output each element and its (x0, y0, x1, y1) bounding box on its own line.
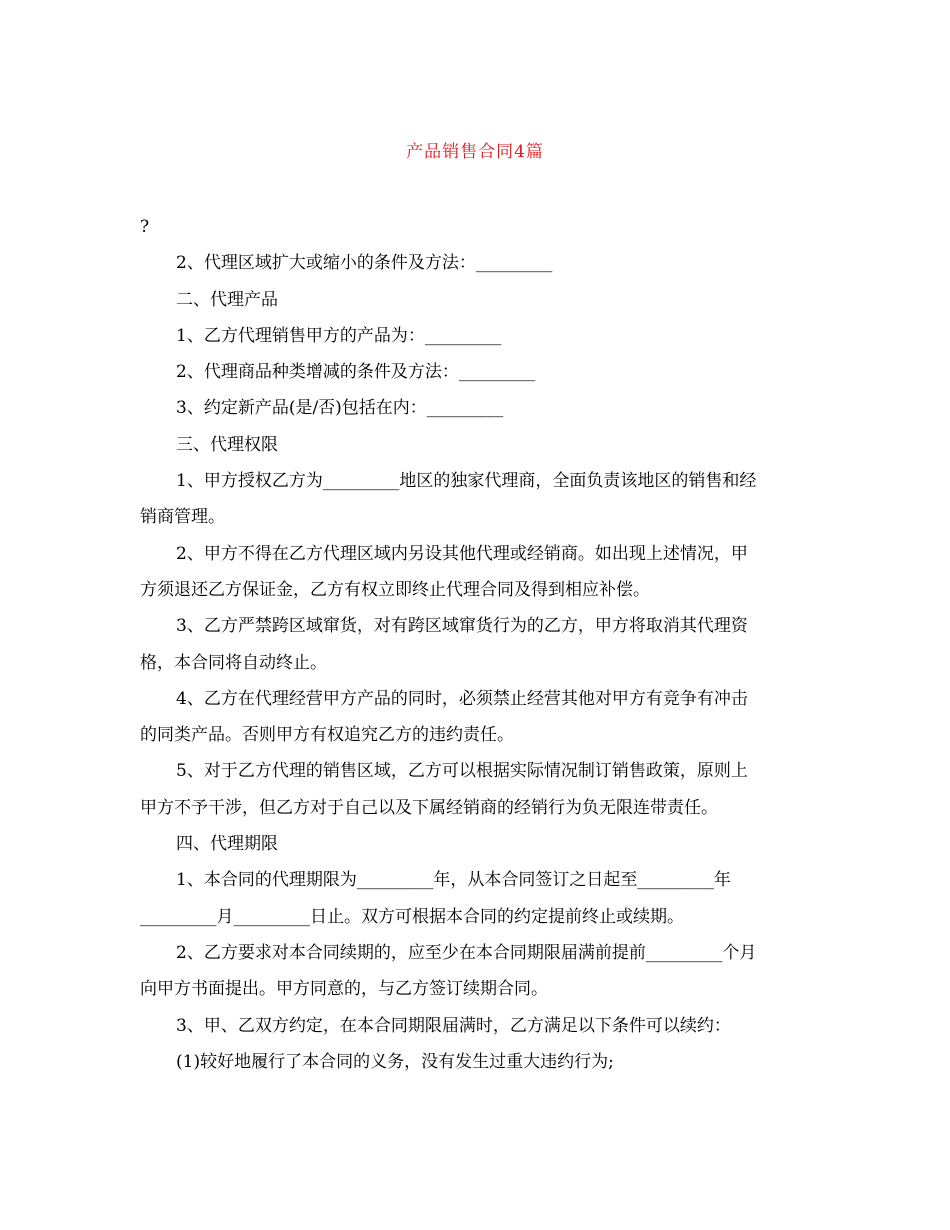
document-line: 3、乙方严禁跨区域窜货，对有跨区域窜货行为的乙方，甲方将取消其代理资 (176, 616, 748, 637)
document-line: 1、甲方授权乙方为_________地区的独家代理商，全面负责该地区的销售和经 (176, 471, 757, 492)
document-line: 2、代理商品种类增减的条件及方法：_________ (176, 362, 536, 383)
document-line: 3、约定新产品(是/否)包括在内：_________ (176, 398, 504, 419)
document-line: 的同类产品。否则甲方有权追究乙方的违约责任。 (140, 725, 514, 746)
document-body (140, 209, 820, 1080)
document-line: 格，本合同将自动终止。 (140, 652, 327, 673)
document-line: (1)较好地履行了本合同的义务，没有发生过重大违约行为; (176, 1051, 614, 1072)
document-line: 2、乙方要求对本合同续期的，应至少在本合同期限届满前提前_________个月 (176, 942, 757, 963)
document-line: 向甲方书面提出。甲方同意的，与乙方签订续期合同。 (140, 979, 548, 1000)
document-line: ? (140, 217, 150, 237)
document-line: 1、乙方代理销售甲方的产品为：_________ (176, 325, 502, 346)
document-line: 四、代理期限 (176, 834, 278, 855)
document-title: 产品销售合同4篇 (406, 142, 544, 162)
document-line: 5、对于乙方代理的销售区域，乙方可以根据实际情况制订销售政策，原则上 (176, 761, 748, 782)
document-line: 三、代理权限 (176, 434, 278, 455)
document-line: 2、甲方不得在乙方代理区域内另设其他代理或经销商。如出现上述情况，甲 (176, 543, 748, 564)
document-line: 方须退还乙方保证金，乙方有权立即终止代理合同及得到相应补偿。 (140, 579, 650, 600)
document-line: 2、代理区域扩大或缩小的条件及方法：_________ (176, 253, 553, 274)
document-line: _________月_________日止。双方可根据本合同的约定提前终止或续期。 (140, 906, 684, 927)
document-line: 4、乙方在代理经营甲方产品的同时，必须禁止经营其他对甲方有竞争有冲击 (176, 688, 748, 709)
document-line: 3、甲、乙双方约定，在本合同期限届满时，乙方满足以下条件可以续约： (176, 1015, 731, 1036)
document-line: 二、代理产品 (176, 289, 278, 310)
document-line: 甲方不予干涉，但乙方对于自己以及下属经销商的经销行为负无限连带责任。 (140, 797, 718, 818)
document-line: 1、本合同的代理期限为_________年，从本合同签订之日起至_________年 (176, 870, 731, 891)
document-line: 销商管理。 (140, 507, 225, 528)
